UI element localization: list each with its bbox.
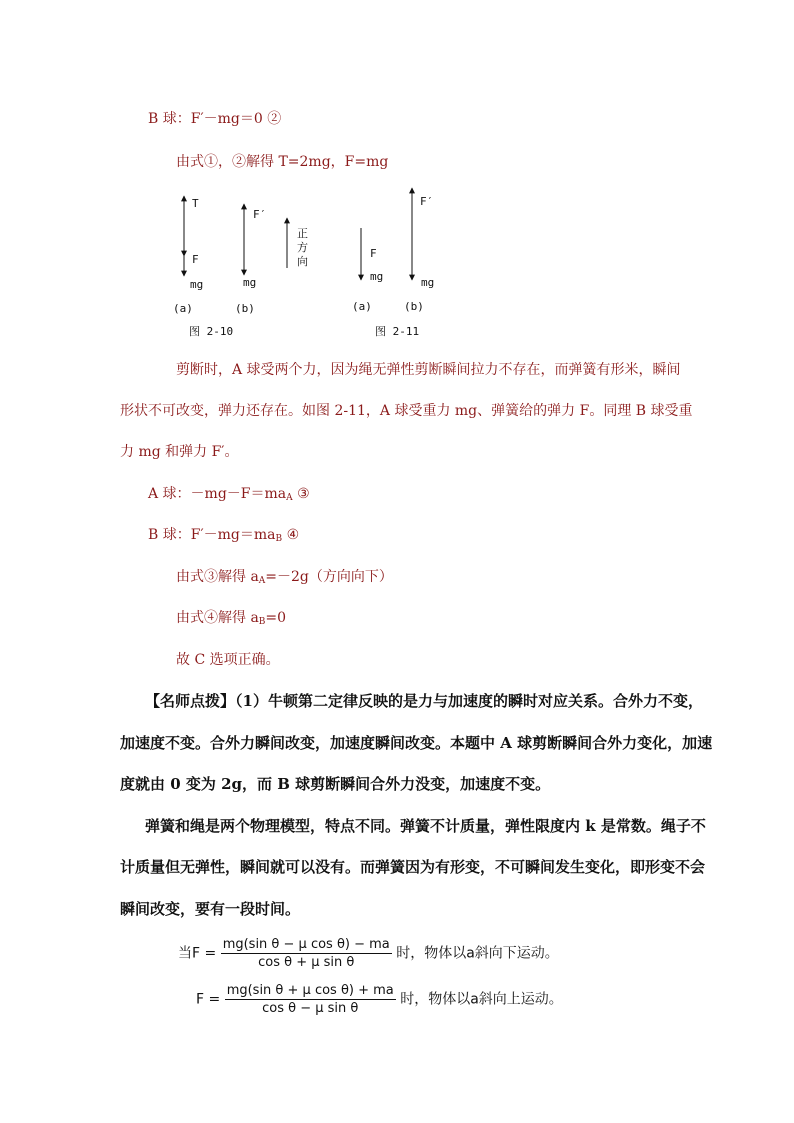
paragraph-line: 剪断时，A 球受两个力，因为绳无弹性剪断瞬间拉力不存在，而弹簧有形米，瞬间 — [176, 362, 681, 378]
paragraph-line: 力 mg 和弹力 F′。 — [120, 444, 239, 460]
tip2-line: 弹簧和绳是两个物理模型，特点不同。弹簧不计质量，弹性限度内 k 是常数。绳子不 — [145, 817, 706, 835]
label-fang: 方 — [297, 241, 308, 254]
formula-1-denominator: cos θ + μ sin θ — [258, 955, 355, 970]
label-a: (a) — [173, 302, 193, 315]
tip-line: 加速度不变。合外力瞬间改变，加速度瞬间改变。本题中 A 球剪断瞬间合外力变化，加速 — [120, 734, 713, 752]
formula-2-numerator: mg(sin θ + μ cos θ) + ma — [226, 983, 394, 998]
paragraph-line: 形状不可改变，弹力还存在。如图 2-11，A 球受重力 mg、弹簧给的弹力 F。同理 B 球受重 — [120, 403, 693, 419]
solve-line-1: 由式①，②解得 T=2mg，F=mg — [176, 154, 389, 170]
label-T: T — [192, 197, 199, 210]
label-a: (a) — [352, 300, 372, 313]
a-ball-equation: A 球：$-mg-F=ma_A$ ③ — [148, 486, 310, 503]
label-Fprime: F′ — [253, 208, 267, 221]
label-mg: mg — [421, 276, 435, 289]
label-F: F — [370, 247, 377, 260]
force-diagram — [0, 180, 794, 340]
label-b: (b) — [235, 302, 255, 315]
formula-1: 当F = $\frac{\text{mg(sin θ − μ cos θ) − ma}}{\text{cos θ + μ sin θ}}$ 时，物体以a斜向下运动。 — [178, 937, 559, 970]
solve-line-4: 由式④解得 $a_B=0$ — [176, 610, 287, 627]
label-mg: mg — [243, 276, 257, 289]
label-Fprime: F′ — [420, 195, 434, 208]
tip2-line: 瞬间改变，要有一段时间。 — [120, 900, 301, 918]
conclusion: 故 C 选项正确。 — [176, 652, 280, 668]
label-xiang: 向 — [297, 255, 308, 268]
b-ball-equation-1: B 球：F′－mg＝0 ② — [148, 111, 282, 127]
tip-line: 【名师点拨】（1）牛顿第二定律反映的是力与加速度的瞬时对应关系。合外力不变， — [145, 692, 703, 710]
tip-line: 度就由 0 变为 2g，而 B 球剪断瞬间合外力没变，加速度不变。 — [120, 775, 551, 793]
label-mg: mg — [370, 270, 384, 283]
solve-line-3: 由式③解得 $a_A=-2g$（方向向下） — [176, 569, 393, 586]
formula-1-numerator: mg(sin θ − μ cos θ) − ma — [222, 937, 390, 952]
formula-2-denominator: cos θ − μ sin θ — [262, 1001, 359, 1016]
label-b: (b) — [404, 300, 424, 313]
b-ball-equation-2: B 球：$F'-mg=ma_B$ ④ — [148, 527, 300, 544]
tip2-line: 计质量但无弹性，瞬间就可以没有。而弹簧因为有形变，不可瞬间发生变化，即形变不会 — [120, 858, 706, 876]
figure-caption-2-10: 图 2-10 — [189, 325, 234, 338]
formula-2: F = $\frac{\text{mg(sin θ + μ cos θ) + ma}}{\text{cos θ − μ sin θ}}$ 时，物体以a斜向上运动。 — [196, 983, 563, 1016]
label-mg: mg — [190, 278, 204, 291]
label-F: F — [192, 253, 199, 266]
figure-caption-2-11: 图 2-11 — [375, 325, 420, 338]
label-zheng: 正 — [297, 227, 308, 240]
